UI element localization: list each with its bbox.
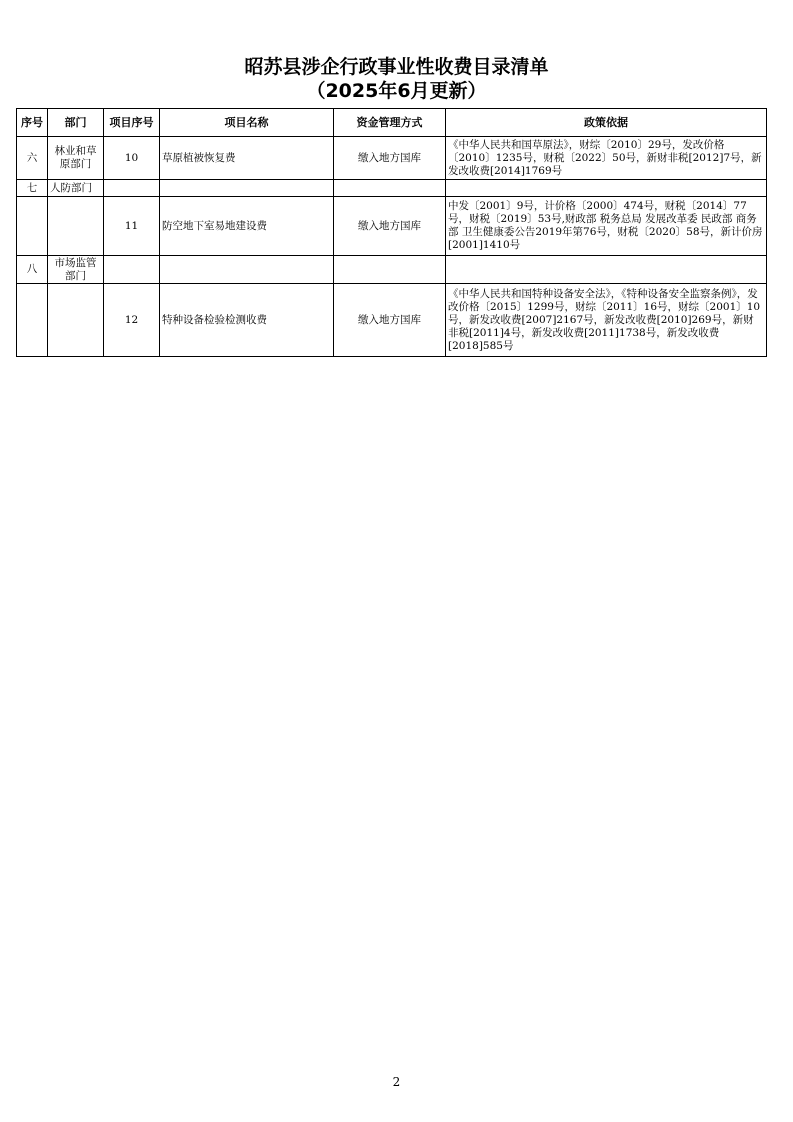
cell-dept	[48, 197, 104, 256]
cell-item-no: 12	[104, 284, 160, 357]
cell-seq: 八	[17, 256, 48, 284]
document-subtitle: （2025年6月更新）	[306, 80, 487, 102]
table-row	[17, 256, 767, 284]
cell-seq	[17, 284, 48, 357]
fee-table	[16, 108, 767, 357]
table-row	[17, 180, 767, 197]
cell-item-name: 特种设备检验检测收费	[160, 284, 334, 357]
cell-seq: 六	[17, 137, 48, 180]
header-item-name: 项目名称	[160, 109, 334, 137]
cell-item-no: 11	[104, 197, 160, 256]
table-header-row	[17, 109, 767, 137]
cell-dept: 人防部门	[48, 180, 104, 197]
table-row	[17, 137, 767, 180]
table-row	[17, 197, 767, 256]
header-basis: 政策依据	[446, 109, 767, 137]
cell-fund-mgmt: 缴入地方国库	[334, 197, 446, 256]
header-seq: 序号	[17, 109, 48, 137]
document-title: 昭苏县涉企行政事业性收费目录清单	[244, 56, 549, 78]
cell-dept: 林业和草原部门	[48, 137, 104, 180]
cell-item-no: 10	[104, 137, 160, 180]
cell-basis	[446, 180, 767, 197]
cell-fund-mgmt: 缴入地方国库	[334, 284, 446, 357]
cell-item-name: 防空地下室易地建设费	[160, 197, 334, 256]
cell-fund-mgmt	[334, 180, 446, 197]
cell-basis: 《中华人民共和国草原法》，财综〔2010〕29号，发改价格〔2010〕1235号，财税〔2022〕50号，新财非税[2012]7号，新发改收费[2014]1769号	[446, 137, 767, 180]
cell-item-no	[104, 180, 160, 197]
cell-item-name	[160, 180, 334, 197]
cell-fund-mgmt: 缴入地方国库	[334, 137, 446, 180]
cell-seq	[17, 197, 48, 256]
header-fund-mgmt: 资金管理方式	[334, 109, 446, 137]
table-row	[17, 284, 767, 357]
cell-basis	[446, 256, 767, 284]
cell-seq: 七	[17, 180, 48, 197]
cell-item-name: 草原植被恢复费	[160, 137, 334, 180]
cell-dept	[48, 284, 104, 357]
cell-item-no	[104, 256, 160, 284]
cell-fund-mgmt	[334, 256, 446, 284]
page-number: 2	[392, 1075, 401, 1089]
cell-basis: 中发〔2001〕9号，计价格〔2000〕474号，财税〔2014〕77号，财税〔2019〕53号,财政部 税务总局 发展改革委 民政部 商务部 卫生健康委公告2019年第76号，财税〔2020〕58号，新计价房[2001]1410号	[446, 197, 767, 256]
header-item-no: 项目序号	[104, 109, 160, 137]
cell-basis: 《中华人民共和国特种设备安全法》，《特种设备安全监察条例》，发改价格〔2015〕1299号，财综〔2011〕16号，财综〔2001〕10号，新发改收费[2007]2167号，新发改收费[2010]269号，新财非税[2011]4号，新发改收费[2011]1738号，新发改收费[2018]585号	[446, 284, 767, 357]
cell-dept: 市场监管部门	[48, 256, 104, 284]
header-dept: 部门	[48, 109, 104, 137]
cell-item-name	[160, 256, 334, 284]
